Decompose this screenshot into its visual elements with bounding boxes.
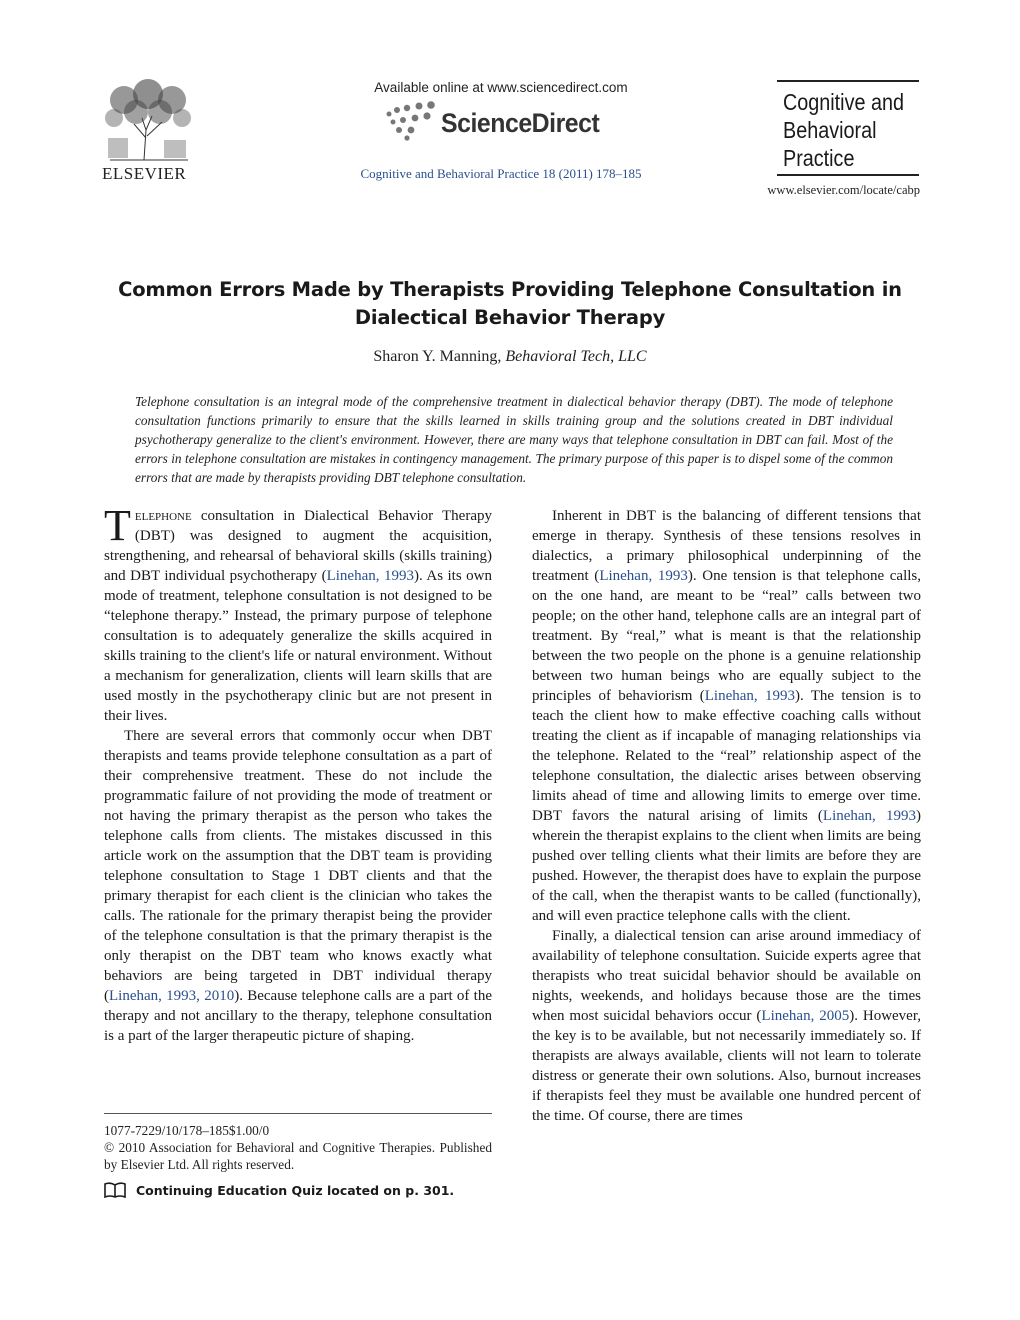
- journal-title-line: Behavioral: [783, 117, 877, 143]
- body-column-right: [532, 506, 921, 1126]
- paragraph-text: ). One tension is that telephone calls, on the one hand, are meant to be “real” calls between two people; on the other hand, telephone calls are an integral part of treatment. By “real,” what is meant is that the relationship between the two people on the phone is a genuine relationship between two human beings who are equally subject to the principles of behaviorism (: [532, 568, 922, 704]
- citation-link[interactable]: Linehan, 2005: [761, 1008, 850, 1024]
- paragraph-text: ). The tension is to teach the client how to make effective coaching calls without treating the client as if incapable of managing relationships via the telephone. Related to the “real” relationship aspect of the telephone consultation, the dialectic arises between observing limits ahead of time and allowing limits to emerge over time. DBT favors the natural arising of limits (: [532, 688, 921, 824]
- drop-cap: T: [104, 501, 131, 550]
- paragraph-text: ). As its own mode of treatment, telephone consultation is not designed to be “telephone therapy.” Instead, the primary purpose of telephone consultation is to adequately generalize the skills acquired in skills training to the client's life or natural environment. Without a mechanism for generalization, clients will learn skills that are used mostly in the psychotherapy clinic but are not present in their lives.: [104, 568, 492, 724]
- journal-title-line: Practice: [783, 145, 855, 171]
- open-book-icon: [104, 1182, 126, 1198]
- author-name: Sharon Y. Manning,: [373, 348, 502, 365]
- paragraph: [532, 506, 921, 926]
- paragraph: [104, 501, 492, 726]
- citation-link[interactable]: Linehan, 1993: [326, 568, 414, 584]
- paragraph-text: Inherent in DBT is the balancing of different tensions that emerge in therapy. Synthesis of these tensions resolves in dialectics, a primary philosophical underpinning of the treatment (: [532, 508, 921, 584]
- paragraph-text: Finally, a dialectical tension can arise around immediacy of availability of telephone consultation. Suicide experts agree that therapists who treat suicidal behavior should be available on nights, weekends, and holidays because those are the times when most suicidal behaviors occur (: [532, 928, 921, 1024]
- journal-citation[interactable]: Cognitive and Behavioral Practice 18 (2011) 178–185: [360, 166, 642, 181]
- small-caps-lead: elephone: [134, 508, 192, 524]
- author-line: [0, 348, 1020, 366]
- citation-link[interactable]: Linehan, 1993: [704, 688, 795, 704]
- paragraph-text: ). Because telephone calls are a part of the therapy and not ancillary to the therapy, telephone consultation is a part of the larger therapeutic picture of shaping.: [104, 988, 493, 1044]
- author-affiliation: Behavioral Tech, LLC: [505, 348, 647, 365]
- sciencedirect-wordmark[interactable]: ScienceDirect: [441, 108, 600, 138]
- quiz-text: Continuing Education Quiz located on p. 301.: [136, 1182, 455, 1198]
- paragraph: [104, 726, 492, 1046]
- copyright-line: © 2010 Association for Behavioral and Cognitive Therapies. Published by Elsevier Ltd. All rights reserved.: [104, 1140, 492, 1172]
- continuing-education-note: [104, 1182, 492, 1198]
- citation-link[interactable]: Linehan, 1993, 2010: [109, 988, 235, 1004]
- article-title-line: Common Errors Made by Therapists Providing Telephone Consultation in: [118, 278, 902, 301]
- abstract: Telephone consultation is an integral mode of the comprehensive treatment in dialectical behavior therapy (DBT). The mode of telephone consultation functions primarily to ensure that the skills learned in skills training group and the solutions created in DBT individual psychotherapy generalize to the client's environment. However, there are many ways that telephone consultation in DBT can fail. Most of the errors in telephone consultation are mistakes in contingency management. The primary purpose of this paper is to dispel some of the common errors that are made by therapists providing DBT telephone consultation.: [135, 394, 893, 485]
- citation-link[interactable]: Linehan, 1993: [822, 808, 916, 824]
- publisher-name: ELSEVIER: [102, 164, 187, 183]
- journal-url[interactable]: www.elsevier.com/locate/cabp: [767, 183, 920, 197]
- footnote-divider: [104, 1113, 492, 1114]
- citation-link[interactable]: Linehan, 1993: [599, 568, 688, 584]
- article-title-line: Dialectical Behavior Therapy: [354, 306, 666, 329]
- journal-masthead: [777, 80, 919, 176]
- article-title: [100, 276, 920, 332]
- paragraph-text: There are several errors that commonly occur when DBT therapists and teams provide telephone consultation as a part of their comprehensive treatment. These do not include the programmatic failure of not providing the mode of treatment or not having the primary therapist as the person who takes the telephone calls from clients. The mistakes discussed in this article work on the assumption that the DBT team is providing telephone consultation to Stage 1 DBT clients and that the primary therapist for each client is the clinician who takes the calls. The rationale for the primary therapist being the provider of the telephone consultation is that the primary therapist is the only therapist on the DBT team who knows exactly what behaviors are being targeted in DBT individual therapy (: [104, 728, 492, 1004]
- journal-title-line: Cognitive and: [783, 89, 904, 115]
- available-online-text[interactable]: Available online at www.sciencedirect.com: [374, 80, 628, 95]
- issn-line: 1077-7229/10/178–185$1.00/0: [104, 1123, 270, 1138]
- footnote: [104, 1122, 492, 1173]
- paragraph-text: ) wherein the therapist explains to the client when limits are being pushed over telling clients what their limits are before they are pushed. However, the therapist does have to explain the purpose of the call, when the therapist wants to be called (functionally), and will even practice telephone calls with the client.: [532, 808, 921, 924]
- body-column-left: [104, 501, 493, 1046]
- paragraph-text: ). However, the key is to be available, but not necessarily immediately so. If therapists are always available, clients will not learn to tolerate distress or generate their own solutions. Also, burnout increases if therapists feel they must be available one hundred percent of the time. Of course, there are times: [532, 1008, 921, 1124]
- paragraph-text: consultation in Dialectical Behavior Therapy (DBT) was designed to augment the acquisition, strengthening, and rehearsal of behavioral skills (skills training) and DBT individual psychotherapy (: [104, 508, 492, 584]
- journal-title: [783, 88, 904, 172]
- paragraph: [532, 926, 921, 1126]
- sciencedirect-dots-icon: [383, 100, 443, 144]
